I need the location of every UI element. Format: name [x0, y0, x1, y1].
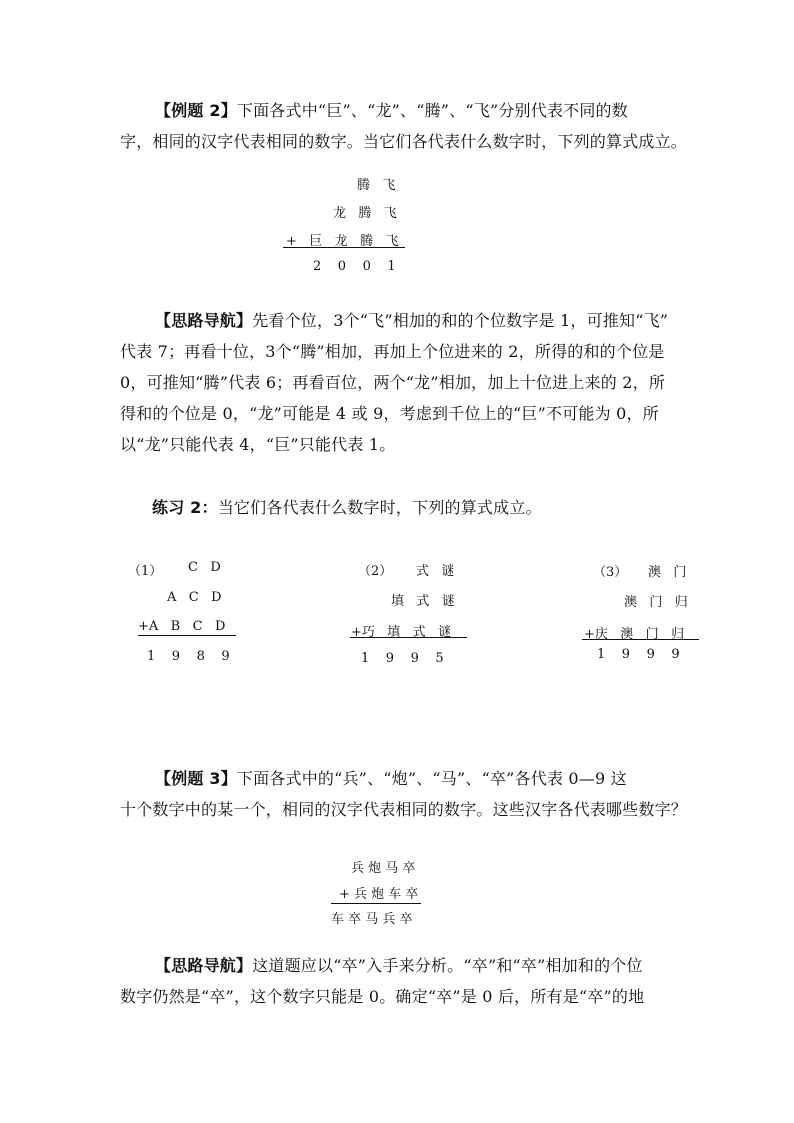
equation3-sum-line	[331, 903, 421, 904]
example2-line1	[120, 95, 720, 126]
example3-label: 【例题 3】	[155, 769, 237, 788]
problem1-result: 1 9 8 9	[147, 649, 230, 664]
solution3-paragraph	[120, 950, 720, 1012]
equation1-row2: 龙 腾 飞	[333, 206, 397, 221]
solution2-line1: 先看个位，3个“飞”相加的和的个位数字是 1，可推知“飞”	[252, 311, 669, 330]
problem3-row1: 澳 门	[648, 565, 687, 580]
example3-line1-wrap	[120, 763, 720, 794]
equation1-row3: + 巨 龙 腾 飞	[286, 234, 399, 249]
problem1-sum-line	[138, 635, 236, 636]
equation3-result: 车 卒 马 兵 卒	[331, 912, 413, 927]
problem3-result: 1 9 9 9	[597, 647, 680, 662]
practice2-text: 当它们各代表什么数字时，下列的算式成立。	[217, 498, 542, 517]
example2-paragraph	[120, 95, 720, 157]
problem2-number: （2）	[358, 564, 393, 579]
example3-text-line2: 十个数字中的某一个，相同的汉字代表相同的数字。这些汉字各代表哪些数字？	[120, 800, 688, 819]
solution2-line3: 0，可推知“腾”代表 6；再看百位，两个“龙”相加，加上十位进上来的 2，所	[120, 373, 666, 392]
equation1-sum-line	[283, 247, 405, 248]
problem1-number: （1）	[128, 564, 163, 579]
solution3-line1: 这道题应以“卒”入手来分析。“卒”和“卒”相加和的个位	[252, 956, 643, 975]
solution3-line1-wrap	[120, 950, 720, 981]
example2-text-line1: 下面各式中“巨”、“龙”、“腾”、“飞”分别代表不同的数	[236, 101, 628, 120]
example2-label: 【例题 2】	[155, 101, 237, 120]
problem2-result: 1 9 9 5	[361, 651, 444, 666]
problem3-row2: 澳 门 归	[624, 595, 688, 610]
problem2-row3: +巧 填 式 谜	[351, 625, 452, 640]
equation3-row1: 兵 炮 马 卒	[351, 861, 416, 876]
equation3-row2: + 兵 炮 车 卒	[339, 887, 419, 902]
problem1-row3: +A B C D	[138, 619, 226, 634]
solution2-label: 【思路导航】	[155, 311, 253, 330]
problem1-row2: A C D	[167, 590, 222, 605]
example3-text-line1: 下面各式中的“兵”、“炮”、“马”、“卒”各代表 0—9 这	[236, 769, 627, 788]
example2-text-line2: 字，相同的汉字代表相同的数字。当它们各代表什么数字时，下列的算式成立。	[120, 132, 688, 151]
solution2-line5: 以“龙”只能代表 4，“巨”只能代表 1。	[120, 435, 396, 454]
problem2-row1: 式 谜	[416, 564, 455, 579]
solution3-label: 【思路导航】	[155, 956, 253, 975]
problem1-row1: C D	[188, 560, 221, 575]
equation1-result: 2 0 0 1	[313, 259, 396, 274]
problem3-row3: +庆 澳 门 归	[584, 627, 685, 642]
solution2-line2: 代表 7；再看十位，3个“腾”相加，再加上个位进来的 2，所得的和的个位是	[120, 342, 665, 361]
problem3-number: （3）	[593, 565, 628, 580]
practice2-label: 练习 2：	[152, 498, 218, 517]
solution2-line1-wrap	[120, 305, 720, 336]
problem3-sum-line	[582, 639, 699, 640]
example3-paragraph	[120, 763, 720, 825]
problem2-sum-line	[350, 637, 467, 638]
solution2-line4: 得和的个位是 0，“龙”可能是 4 或 9，考虑到千位上的“巨”不可能为 0，所	[120, 404, 659, 423]
solution2-paragraph	[120, 305, 720, 460]
solution3-line2: 数字仍然是“卒”，这个数字只能是 0。确定“卒”是 0 后，所有是“卒”的地	[120, 987, 645, 1006]
equation1-row1: 腾 飞	[357, 178, 396, 193]
problem2-row2: 填 式 谜	[391, 594, 455, 609]
practice2-heading	[152, 492, 712, 523]
